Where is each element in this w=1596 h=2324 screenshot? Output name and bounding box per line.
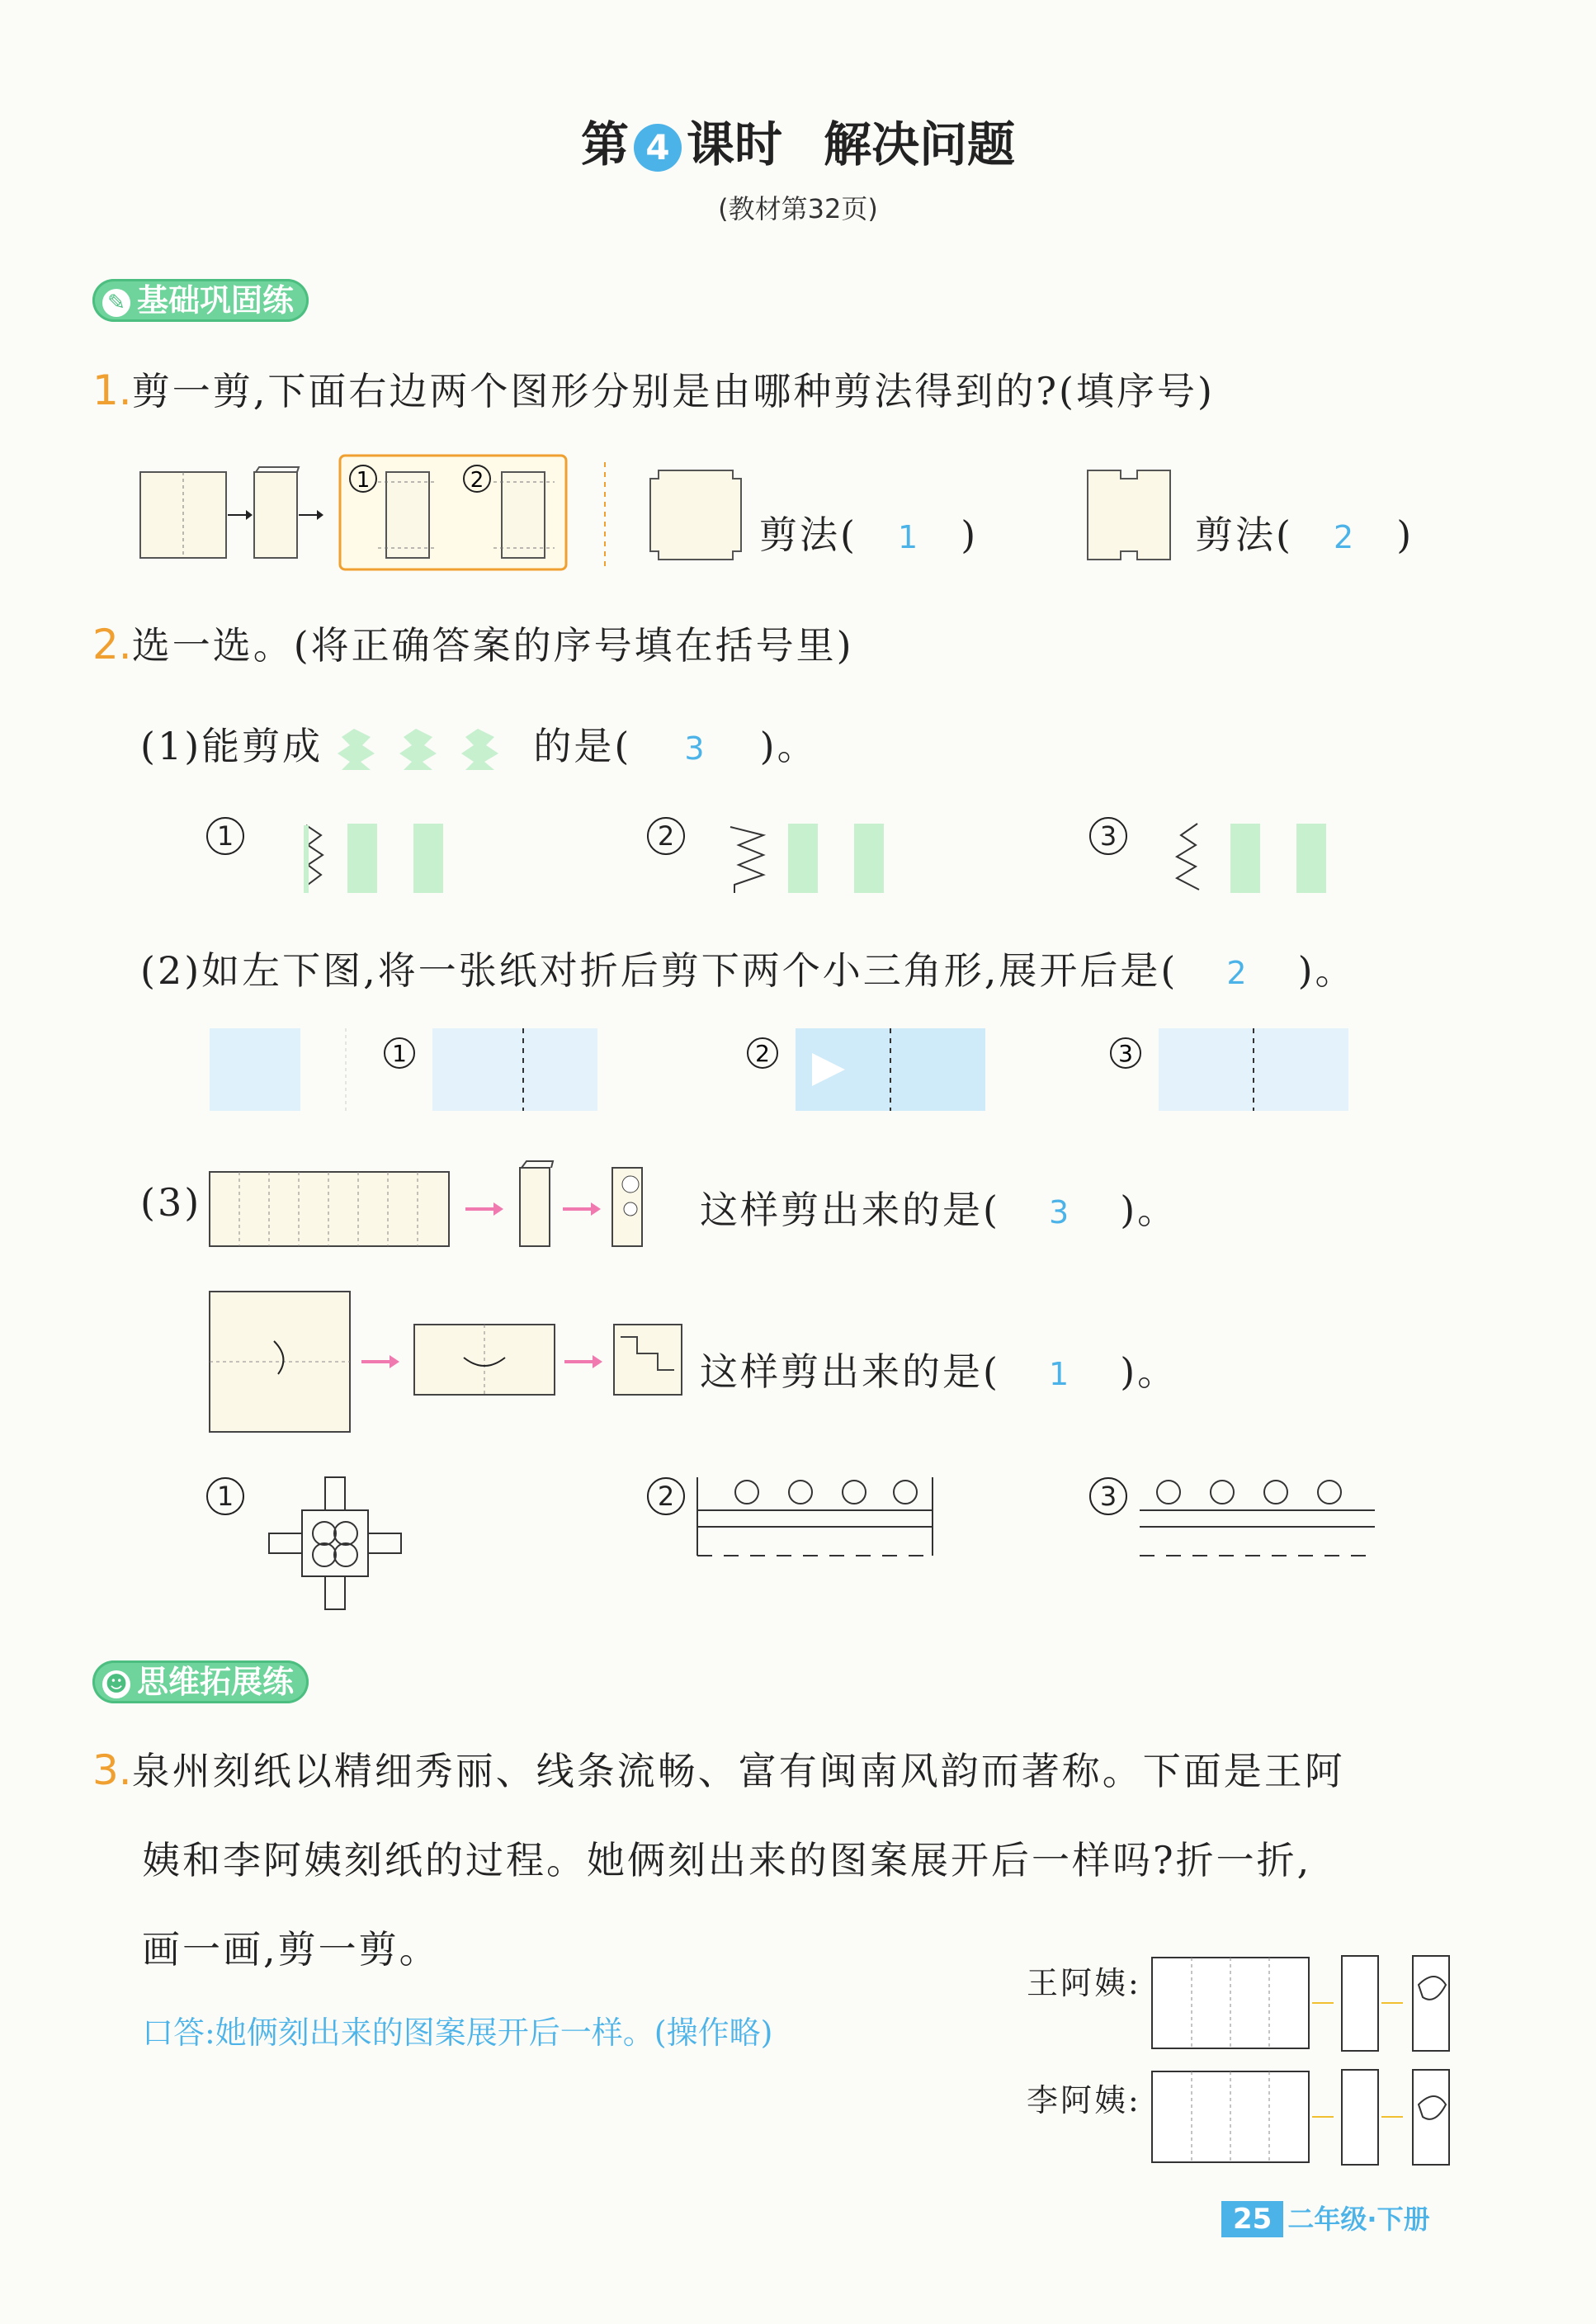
q2-part3-option-3: 3 bbox=[1089, 1477, 1387, 1568]
paper-folded bbox=[254, 472, 297, 558]
page-footer bbox=[1221, 2199, 1430, 2237]
q2-part1-option-3: 3 bbox=[1089, 817, 1346, 900]
question-number: 1. bbox=[92, 366, 132, 414]
section-label: 基础巩固练 bbox=[137, 282, 295, 319]
q2-part1-option-1: 1 bbox=[206, 817, 463, 900]
pencil-icon: ✎ bbox=[102, 289, 130, 317]
cut-option-2-number: 2 bbox=[470, 468, 484, 493]
title-lesson: 课时 bbox=[686, 116, 782, 172]
question-1 bbox=[92, 361, 1215, 416]
title-topic: 解决问题 bbox=[824, 116, 1016, 172]
answer-note: 口答:她俩刻出来的图案展开后一样。(操作略) bbox=[142, 2015, 773, 2051]
title-prefix: 第 bbox=[580, 116, 629, 172]
question-number: 2. bbox=[92, 621, 132, 668]
q1-result-2: 剪法( 2 ) bbox=[1195, 513, 1414, 557]
result-shape-2 bbox=[1088, 470, 1170, 560]
question-text-line-2: 姨和李阿姨刻纸的过程。她俩刻出来的图案展开后一样吗?折一折, bbox=[142, 1838, 1312, 1882]
page-number: 25 bbox=[1221, 2201, 1283, 2237]
cut-option-1-number: 1 bbox=[356, 468, 371, 493]
result-shape-1 bbox=[650, 470, 741, 560]
grade-label: 二年级·下册 bbox=[1287, 2204, 1430, 2235]
q2-part1-option-2: 2 bbox=[647, 817, 904, 900]
q2-part3-option-1: 1 bbox=[206, 1477, 397, 1626]
q2-part3-line-1: 这样剪出来的是( 3 )。 bbox=[700, 1188, 1178, 1232]
section-label: 思维拓展练 bbox=[137, 1664, 295, 1700]
page-subtitle: (教材第32页) bbox=[718, 193, 878, 224]
q3-figures bbox=[1150, 1948, 1464, 2154]
q2-part3-option-2: 2 bbox=[647, 1477, 945, 1568]
question-2 bbox=[92, 616, 854, 670]
question-number: 3. bbox=[92, 1746, 132, 1794]
question-text: 剪一剪,下面右边两个图形分别是由哪种剪法得到的?(填序号) bbox=[131, 369, 1215, 413]
answer-text: 1 bbox=[897, 519, 921, 555]
q2-part3-figures bbox=[208, 1151, 720, 1448]
person-label-li: 李阿姨: bbox=[1027, 2082, 1141, 2119]
tree-pattern-figure bbox=[338, 725, 519, 774]
section-badge-basic bbox=[92, 279, 309, 322]
page-title bbox=[0, 106, 1596, 175]
q2-part2: (2)如左下图,将一张纸对折后剪下两个小三角形,展开后是( 2 )。 bbox=[140, 948, 1356, 993]
q2-part1: (1)能剪成 的是( 3 )。 bbox=[140, 716, 818, 774]
q2-part3-line-2: 这样剪出来的是( 1 )。 bbox=[700, 1349, 1178, 1394]
answer-text: 1 bbox=[1048, 1356, 1072, 1392]
brain-icon: ☻ bbox=[102, 1670, 130, 1698]
q2-part2-figures bbox=[210, 1028, 1381, 1119]
answer-text: 3 bbox=[1048, 1194, 1072, 1230]
question-text-line-3: 画一画,剪一剪。 bbox=[142, 1927, 440, 1972]
svg-text:2: 2 bbox=[755, 1040, 770, 1067]
lesson-number-badge: 4 bbox=[634, 124, 682, 172]
answer-text: 2 bbox=[1333, 519, 1357, 555]
q2-part3-label: (3) bbox=[140, 1180, 202, 1225]
question-3 bbox=[92, 1741, 1495, 1796]
svg-text:1: 1 bbox=[392, 1040, 407, 1067]
question-text: 选一选。(将正确答案的序号填在括号里) bbox=[131, 623, 854, 668]
q1-result-1: 剪法( 1 ) bbox=[759, 513, 979, 557]
svg-text:3: 3 bbox=[1118, 1040, 1133, 1067]
section-badge-thinking bbox=[92, 1660, 309, 1703]
person-label-wang: 王阿姨: bbox=[1027, 1965, 1141, 2001]
answer-text: 2 bbox=[1226, 955, 1249, 991]
answer-text: 3 bbox=[684, 730, 707, 767]
question-text-line-1: 泉州刻纸以精细秀丽、线条流畅、富有闽南风韵而著称。下面是王阿 bbox=[131, 1749, 1345, 1793]
